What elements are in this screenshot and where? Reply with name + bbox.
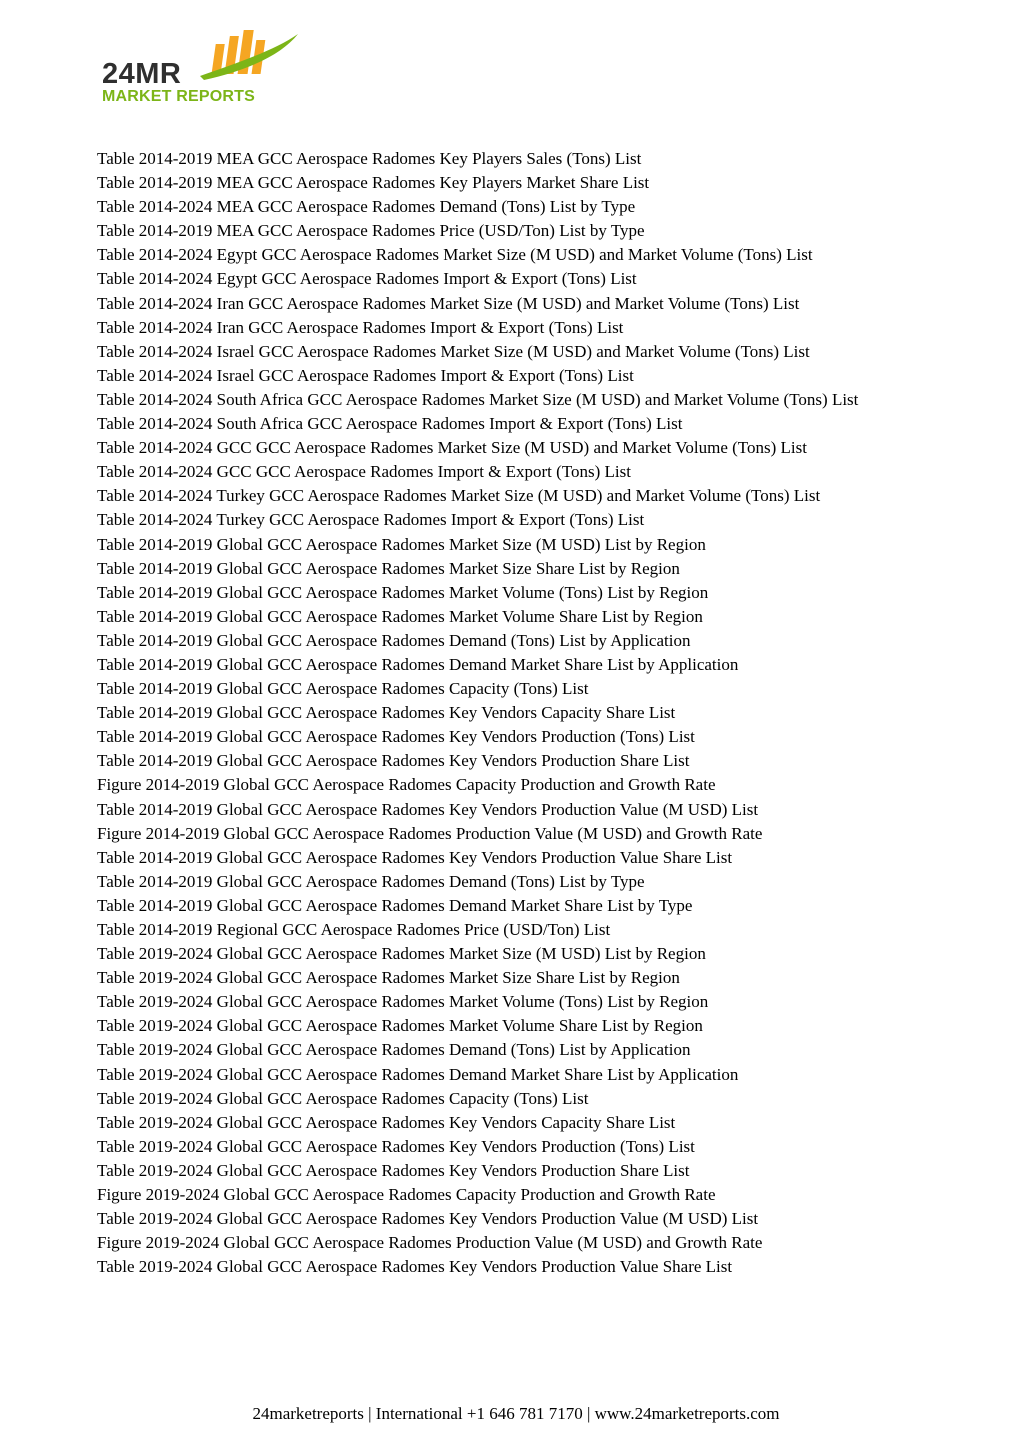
list-item: Table 2014-2019 Global GCC Aerospace Radomes Demand Market Share List by Type <box>97 895 693 915</box>
list-item: Table 2014-2019 MEA GCC Aerospace Radomes Key Players Market Share List <box>97 173 650 193</box>
list-item: Figure 2014-2019 Global GCC Aerospace Radomes Production Value (M USD) and Growth Rate <box>97 823 763 843</box>
list-item: Table 2014-2019 Regional GCC Aerospace Radomes Price (USD/Ton) List <box>97 920 611 939</box>
list-item: Table 2019-2024 Global GCC Aerospace Radomes Key Vendors Production (Tons) List <box>97 1136 695 1156</box>
list-item: Figure 2019-2024 Global GCC Aerospace Radomes Production Value (M USD) and Growth Rate <box>97 1233 763 1253</box>
brand-subtitle: MARKET REPORTS <box>102 88 256 105</box>
list-item: Table 2014-2024 GCC GCC Aerospace Radomes Import & Export (Tons) List <box>97 462 631 482</box>
list-item: Table 2014-2019 Global GCC Aerospace Radomes Market Volume (Tons) List by Region <box>97 582 709 602</box>
list-item: Table 2014-2024 MEA GCC Aerospace Radomes Demand (Tons) List by Type <box>97 197 636 217</box>
list-item: Table 2014-2024 Turkey GCC Aerospace Radomes Import & Export (Tons) List <box>97 510 645 530</box>
list-item: Table 2014-2024 Israel GCC Aerospace Radomes Market Size (M USD) and Market Volume (Tons) List <box>97 341 810 361</box>
list-item: Table 2014-2019 Global GCC Aerospace Radomes Key Vendors Production Value (M USD) List <box>97 799 759 819</box>
list-item: Table 2014-2019 Global GCC Aerospace Radomes Demand (Tons) List by Type <box>97 871 645 891</box>
list-item: Table 2014-2019 Global GCC Aerospace Radomes Key Vendors Production Value Share List <box>97 847 733 867</box>
list-item: Table 2014-2019 Global GCC Aerospace Radomes Market Size Share List by Region <box>97 558 680 578</box>
list-item: Table 2019-2024 Global GCC Aerospace Radomes Demand Market Share List by Application <box>97 1064 739 1084</box>
list-item: Table 2014-2019 Global GCC Aerospace Radomes Key Vendors Production (Tons) List <box>97 727 695 747</box>
report-list <box>97 147 932 1279</box>
list-item: Table 2014-2019 MEA GCC Aerospace Radomes Price (USD/Ton) List by Type <box>97 221 645 241</box>
list-item: Table 2014-2019 Global GCC Aerospace Radomes Demand (Tons) List by Application <box>97 630 691 650</box>
list-item: Table 2014-2019 Global GCC Aerospace Radomes Market Volume Share List by Region <box>97 606 703 626</box>
list-item: Table 2019-2024 Global GCC Aerospace Radomes Key Vendors Production Value Share List <box>97 1257 733 1277</box>
list-item: Table 2019-2024 Global GCC Aerospace Radomes Key Vendors Production Value (M USD) List <box>97 1209 759 1229</box>
page-footer: 24marketreports | International +1 646 781 7170 | www.24marketreports.com <box>252 1404 780 1423</box>
list-item: Table 2019-2024 Global GCC Aerospace Radomes Key Vendors Production Share List <box>97 1160 690 1180</box>
list-item: Table 2014-2019 Global GCC Aerospace Radomes Key Vendors Production Share List <box>97 751 690 771</box>
list-item: Table 2014-2024 Iran GCC Aerospace Radomes Market Size (M USD) and Market Volume (Tons) List <box>97 293 800 313</box>
list-item: Table 2014-2019 MEA GCC Aerospace Radomes Key Players Sales (Tons) List <box>97 149 642 168</box>
list-item: Table 2014-2019 Global GCC Aerospace Radomes Demand Market Share List by Application <box>97 654 739 674</box>
list-item: Table 2014-2024 Iran GCC Aerospace Radomes Import & Export (Tons) List <box>97 317 624 337</box>
list-item: Table 2019-2024 Global GCC Aerospace Radomes Capacity (Tons) List <box>97 1088 589 1108</box>
list-item: Table 2014-2024 South Africa GCC Aerospace Radomes Market Size (M USD) and Market Volume (Tons) List <box>97 389 859 409</box>
list-item: Table 2019-2024 Global GCC Aerospace Radomes Market Size Share List by Region <box>97 968 680 988</box>
list-item: Table 2019-2024 Global GCC Aerospace Radomes Market Volume (Tons) List by Region <box>97 992 709 1012</box>
list-item: Table 2019-2024 Global GCC Aerospace Radomes Key Vendors Capacity Share List <box>97 1112 676 1132</box>
list-item: Table 2014-2024 Egypt GCC Aerospace Radomes Import & Export (Tons) List <box>97 269 637 289</box>
list-item: Table 2014-2024 Israel GCC Aerospace Radomes Import & Export (Tons) List <box>97 365 634 385</box>
list-item: Table 2019-2024 Global GCC Aerospace Radomes Market Size (M USD) List by Region <box>97 944 706 964</box>
list-item: Table 2014-2024 Egypt GCC Aerospace Radomes Market Size (M USD) and Market Volume (Tons) List <box>97 245 813 265</box>
list-item: Table 2014-2024 Turkey GCC Aerospace Radomes Market Size (M USD) and Market Volume (Tons) List <box>97 486 821 506</box>
list-item: Table 2014-2019 Global GCC Aerospace Radomes Capacity (Tons) List <box>97 679 589 699</box>
brand-name: 24MR <box>102 58 182 90</box>
list-item: Table 2019-2024 Global GCC Aerospace Radomes Market Volume Share List by Region <box>97 1016 703 1036</box>
list-item: Table 2014-2024 GCC GCC Aerospace Radomes Market Size (M USD) and Market Volume (Tons) List <box>97 438 807 458</box>
brand-logo <box>100 28 310 110</box>
list-item: Table 2019-2024 Global GCC Aerospace Radomes Demand (Tons) List by Application <box>97 1040 691 1060</box>
list-item: Table 2014-2024 South Africa GCC Aerospace Radomes Import & Export (Tons) List <box>97 414 683 434</box>
list-item: Figure 2014-2019 Global GCC Aerospace Radomes Capacity Production and Growth Rate <box>97 775 716 795</box>
list-item: Figure 2019-2024 Global GCC Aerospace Radomes Capacity Production and Growth Rate <box>97 1185 716 1205</box>
list-item: Table 2014-2019 Global GCC Aerospace Radomes Market Size (M USD) List by Region <box>97 534 706 554</box>
list-item: Table 2014-2019 Global GCC Aerospace Radomes Key Vendors Capacity Share List <box>97 703 676 723</box>
